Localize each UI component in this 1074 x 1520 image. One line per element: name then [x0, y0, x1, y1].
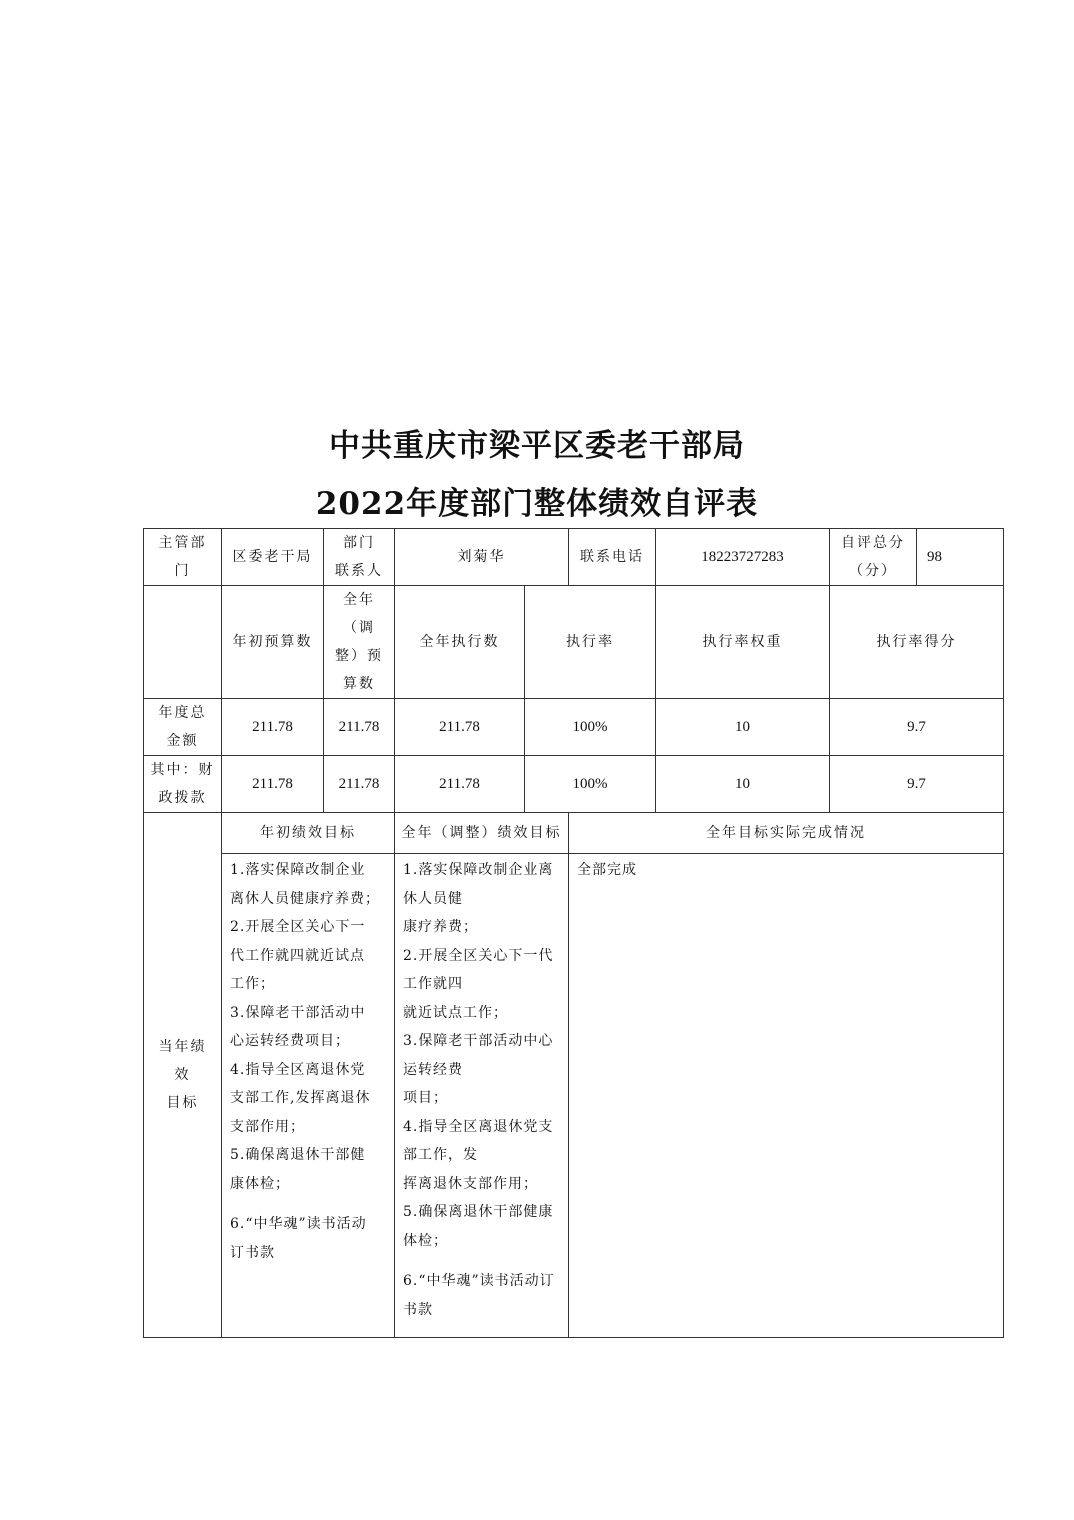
table-row: [144, 586, 1004, 699]
header-weight: 执行率权重: [656, 586, 830, 699]
row-label: 年度总 金额: [144, 699, 222, 756]
row-label: 其中：财 政拨款: [144, 756, 222, 813]
cell-score: 9.7: [830, 699, 1004, 756]
cell-rate: 100%: [525, 756, 656, 813]
goals-adjusted-content: 1.落实保障改制企业离休人员健 康疗养费； 2.开展全区关心下一代工作就四 就近试点工作； 3.保障老干部活动中心运转经费 项目； 4.指导全区离退休党支部工作，发 挥离退休支部作用； 5.确保离退休干部健康体检； 6.“中华魂”读书活动订书款: [395, 854, 569, 1338]
table-row: [144, 854, 1004, 1338]
cell-initial: 211.78: [222, 756, 324, 813]
table-row: [144, 813, 1004, 854]
header-initial-budget: 年初预算数: [222, 586, 324, 699]
header-rate: 执行率: [525, 586, 656, 699]
cell-executed: 211.78: [395, 699, 525, 756]
header-adjusted-budget: 全年 （调 整）预 算数: [324, 586, 395, 699]
dept-value: 区委老干局: [222, 529, 324, 586]
score-value: 98: [917, 529, 1004, 586]
evaluation-table: [143, 528, 1004, 1338]
goals-header-initial: 年初绩效目标: [222, 813, 395, 854]
cell-weight: 10: [656, 756, 830, 813]
goals-header-adjusted: 全年（调整）绩效目标: [395, 813, 569, 854]
page-subtitle: 2022年度部门整体绩效自评表: [315, 486, 759, 522]
cell-initial: 211.78: [222, 699, 324, 756]
cell-score: 9.7: [830, 756, 1004, 813]
header-executed: 全年执行数: [395, 586, 525, 699]
cell-rate: 100%: [525, 699, 656, 756]
table-row: [144, 756, 1004, 813]
contact-value: 刘菊华: [395, 529, 569, 586]
table-row: [144, 699, 1004, 756]
goals-actual-content: 全部完成: [569, 854, 1004, 1338]
cell-adjusted: 211.78: [324, 756, 395, 813]
cell-executed: 211.78: [395, 756, 525, 813]
cell-adjusted: 211.78: [324, 699, 395, 756]
dept-label: 主管部 门: [144, 529, 222, 586]
phone-label: 联系电话: [569, 529, 656, 586]
header-score: 执行率得分: [830, 586, 1004, 699]
score-label: 自评总分 （分）: [830, 529, 917, 586]
goals-header-actual: 全年目标实际完成情况: [569, 813, 1004, 854]
goals-initial-content: 1.落实保障改制企业 离休人员健康疗养费； 2.开展全区关心下一 代工作就四就近试点 工作； 3.保障老干部活动中 心运转经费项目； 4.指导全区离退休党 支部工作,发挥离退休 支部作用； 5.确保离退休干部健 康体检； 6.“中华魂”读书活动 订书款: [222, 854, 395, 1338]
page-title: 中共重庆市梁平区委老干部局: [329, 428, 745, 464]
empty-cell: [144, 586, 222, 699]
table-row: [144, 529, 1004, 586]
cell-weight: 10: [656, 699, 830, 756]
phone-value: 18223727283: [656, 529, 830, 586]
contact-label: 部门 联系人: [324, 529, 395, 586]
goals-section-label: 当年绩 效 目标: [144, 813, 222, 1338]
